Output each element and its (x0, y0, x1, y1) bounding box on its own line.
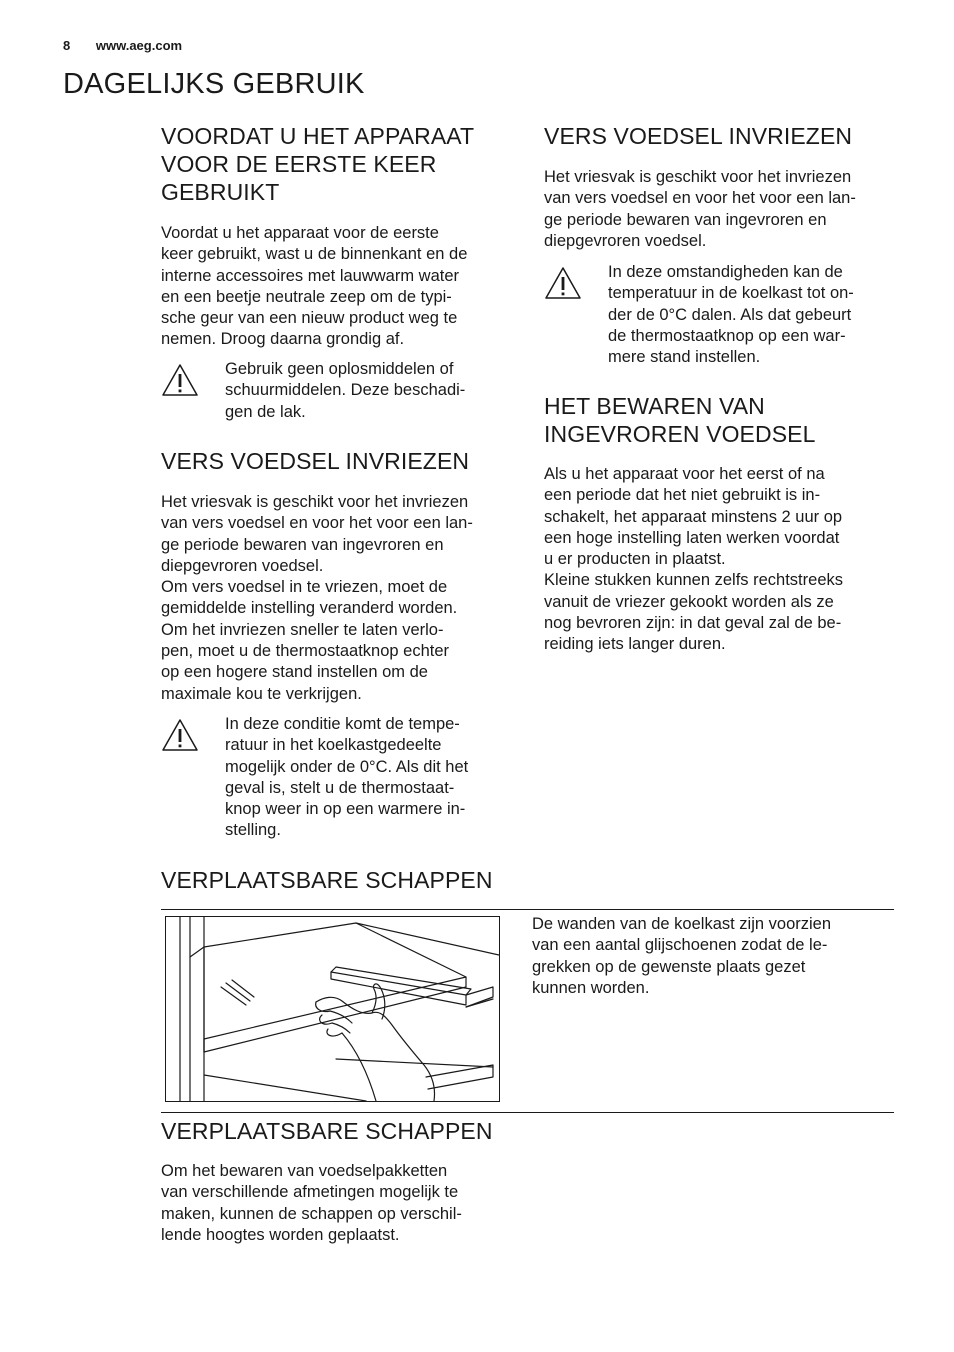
page-title: DAGELIJKS GEBRUIK (63, 68, 365, 100)
section-freezing-left (161, 447, 513, 705)
section-body-first-use: Voordat u het apparaat voor de eerste keer gebruikt, wast u de binnenkant en de interne accessoires met lauwwarm water en een beetje neutrale zeep om de typi- sche geur van een nieuw product weg te nemen. Droog daarna grondig af. (161, 224, 468, 349)
figure-caption: De wanden van de koelkast zijn voorzien van een aantal glijschoenen zodat de le- grekken op de gewenste plaats gezet kunnen worden. (532, 915, 832, 997)
section-body-freezing-left: Het vriesvak is geschikt voor het invriezen van vers voedsel en voor het voor een lan- ge periode bewaren van ingevroren en diepgevroren voedsel. Om vers voedsel in te vriezen, moet de gemiddelde instelling veranderd worden. Om het invriezen sneller te laten verlo- pen, moet u de thermostaatknop echter op een hogere stand instellen om de maximale kou te verkrijgen. (161, 493, 473, 703)
section-shelves-figure (161, 866, 661, 894)
warning-text-first-use: Gebruik geen oplosmiddelen of schuurmiddelen. Deze beschadi- gen de lak. (225, 360, 466, 421)
divider-top (161, 909, 894, 910)
warning-text-freezing-left: In deze conditie komt de tempe- ratuur in het koelkastgedeelte mogelijk onder de 0°C. Als dit het geval is, stelt u de thermostaat- knop weer in op een warmere in- stelling. (225, 715, 469, 840)
section-heading-storing-frozen: HET BEWAREN VAN INGEVROREN VOEDSEL (544, 393, 816, 447)
warning-triangle-icon (161, 718, 199, 752)
website-link[interactable]: www.aeg.com (95, 38, 183, 53)
section-first-use (161, 122, 513, 351)
page-number: 8 (63, 38, 71, 53)
section-body-freezing-right: Het vriesvak is geschikt voor het invriezen van vers voedsel en voor het voor een lan- ge periode bewaren van ingevroren en diepgevroren voedsel. (544, 168, 856, 250)
shelf-hand-illustration-icon (166, 917, 499, 1101)
section-body-shelves: Om het bewaren van voedselpakketten van verschillende afmetingen mogelijk te maken, kunnen de schappen op verschil- lende hoogtes worden geplaatst. (161, 1162, 462, 1244)
warning-triangle-icon (161, 363, 199, 397)
section-heading-freezing-left: VERS VOEDSEL INVRIEZEN (161, 448, 470, 474)
section-heading-freezing-right: VERS VOEDSEL INVRIEZEN (544, 123, 853, 149)
section-body-storing-frozen: Als u het apparaat voor het eerst of na een periode dat het niet gebruikt is in- schakelt, het apparaat minstens 2 uur op een hoge instelling laten werken voordat u er producten in plaatst. Kleine stukken kunnen zelfs rechtstreeks vanuit de vriezer gekookt worden als ze nog bevroren zijn: in dat geval zal de be- reiding iets langer duren. (544, 465, 843, 654)
page-header (63, 38, 182, 53)
warning-triangle-icon (544, 266, 582, 300)
section-heading-shelves: VERPLAATSBARE SCHAPPEN (161, 1118, 493, 1144)
warning-text-freezing-right: In deze omstandigheden kan de temperatuur in de koelkast tot on- der de 0°C dalen. Als dat gebeurt de thermostaatknop op een war- mere stand instellen. (608, 263, 854, 367)
section-heading-first-use: VOORDAT U HET APPARAAT VOOR DE EERSTE KEER GEBRUIKT (161, 123, 475, 205)
shelf-illustration (165, 916, 500, 1102)
section-storing-frozen (544, 392, 896, 656)
section-shelves (161, 1117, 661, 1246)
divider-bottom (161, 1112, 894, 1113)
section-heading-shelves-figure: VERPLAATSBARE SCHAPPEN (161, 867, 493, 893)
section-freezing-right (544, 122, 896, 252)
